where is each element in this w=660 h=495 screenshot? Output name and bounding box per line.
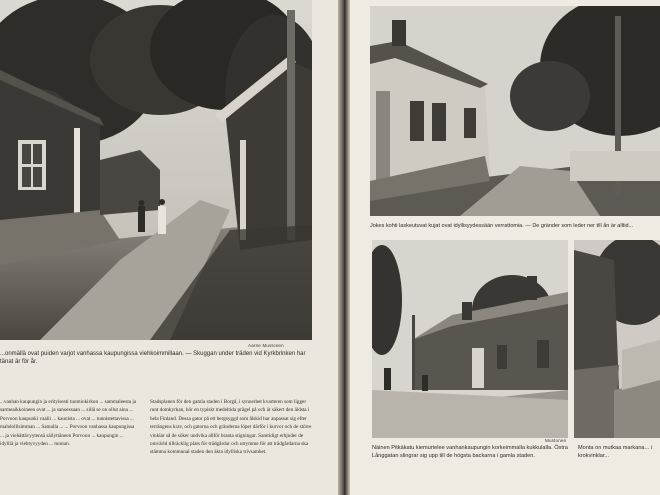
body-column-swedish: Stadsplanen för den gamla staden i Borgå, i synnerhet kvarteren som ligger runt domkyrkan, hör en typiskt medeltida prägel på och är säkert den äldsta i hela Finland. Dessa gator på ett bergsyggd som ålskid har anpassat sig efter terrängens krav, och gatorna och gränderna löper därför i kurvor och de större vinklar så de söker undvika allför branta stigningar. Samtidigt erbjuder de omvärld tillräcklig plats för trädgårdar och utrymme för att trädgårdarna ska stämma kommunal staden den äkta idylliska trivsamhet. bbox=[150, 399, 312, 456]
right-page bbox=[350, 0, 660, 495]
body-column-finnish: ...vanhan kaupungin ja erityisesti tuomiokirkon ... sammaleesta ja sarmeaikkoineen ovat ... ja sanoessaan ... sillä se on ollut aina ... Porvoon kaupunki vaalii ... kaunista ... ovat ... tunnistettavissa ... mahdollisimman ... Samalla ... ... Porvoon vanhassa kaupungissa ... ja viehättävyytensä säilyttäneen Porvoon ... kaupungin ... idylliä ja viehtyvyyden ... tunnun. bbox=[0, 399, 137, 448]
wooden-house-lane-photo bbox=[370, 6, 660, 216]
long-street-photo bbox=[372, 240, 568, 438]
photo-credit: Aarne Mustonen bbox=[248, 343, 284, 348]
top-photo-caption: Jokes kohti laskeutuvat kujat ovat idyllisyydessään verrattomia. — De gränder som leder ner till ån är alltid... bbox=[370, 223, 634, 229]
photo-credit-small: Mustonen bbox=[545, 438, 567, 443]
long-street-illustration bbox=[372, 240, 568, 438]
old-town-street-illustration bbox=[0, 0, 312, 340]
book-gutter bbox=[338, 0, 350, 495]
alley-photo bbox=[574, 240, 660, 438]
photo-caption: ...onmällä ovat puiden varjot vanhassa kaupungissa viehkoimmillaan. — Skuggan under träden vid Kyrkbrinken har tänat är för år. bbox=[0, 351, 306, 365]
bottom-caption-left: Näinen Pitkäkatu kiemurtelee vanhankaupungin korkeimmalla kukkulalla. Östra Långgatan slingrar sig upp till de högsta backarna i gamla staden. bbox=[372, 445, 568, 459]
alley-illustration bbox=[574, 240, 660, 438]
wooden-house-lane-illustration bbox=[370, 6, 660, 216]
bottom-caption-right: Monta on mutkaa markana... i krokvinklar... bbox=[578, 445, 652, 459]
old-town-street-photo bbox=[0, 0, 312, 340]
